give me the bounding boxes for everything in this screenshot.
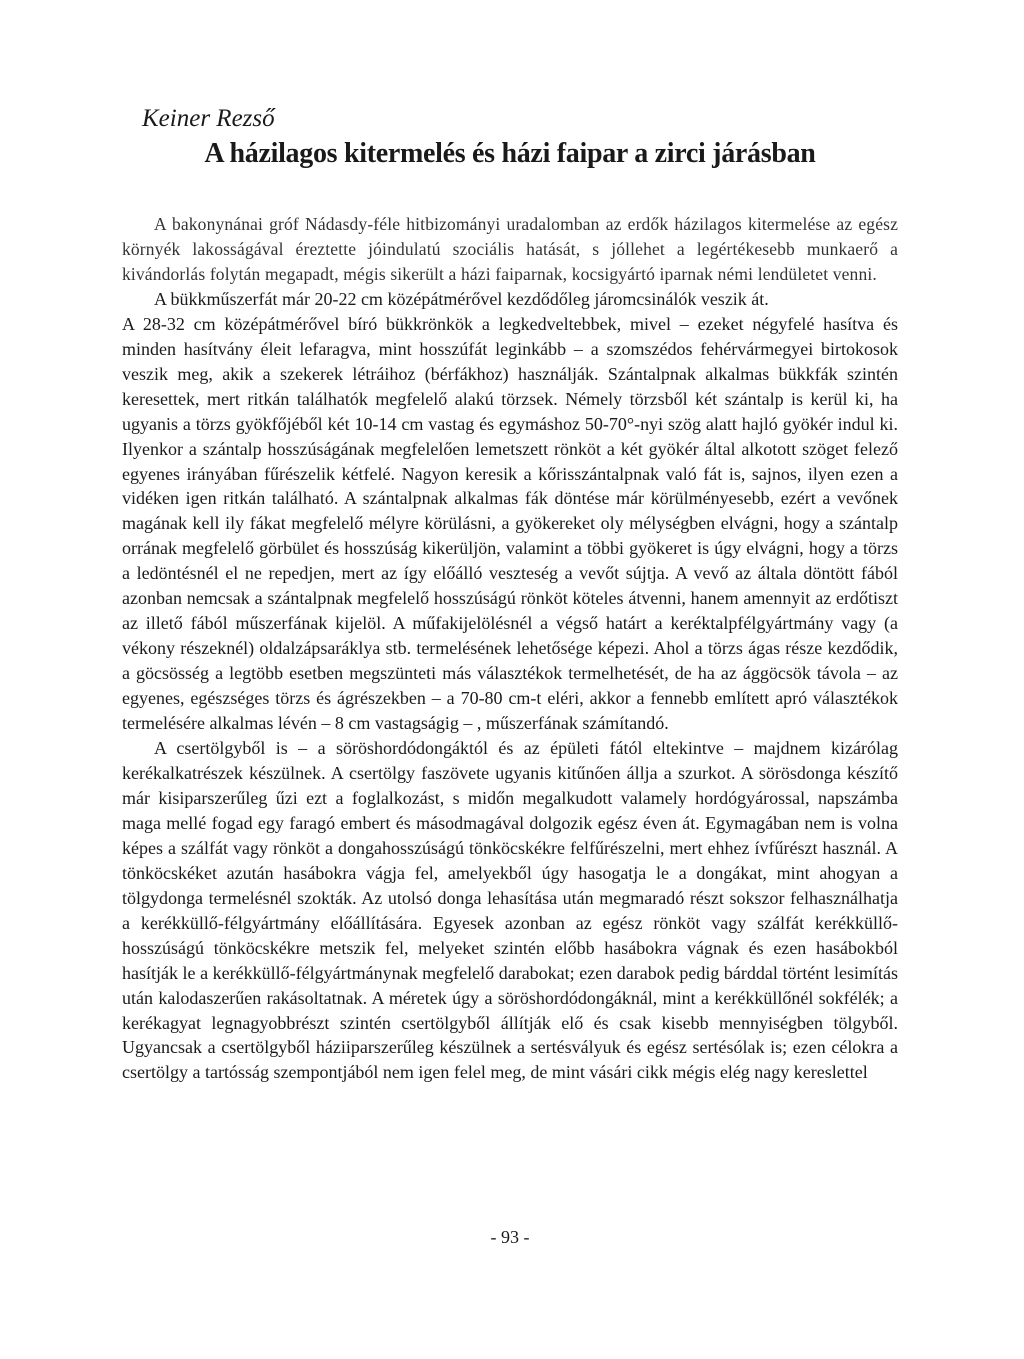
paragraph: A 28-32 cm középátmérővel bíró bükkrönkök a legkedveltebbek, mivel – ezeket négyfelé hasítva és minden hasítvány éleit lefaragva, mint hosszúfát leginkább – a szomszédos fehérvármegyei birtokosok veszik meg, akik a szekerek létráihoz (bérfákhoz) használják. Szántalpnak alkalmas bükkfák szintén keresettek, mert ritkán találhatók megfelelő alakú törzsek. Némely törzsből két szántalp is kerül ki, ha ugyanis a törzs gyökfőjéből két 10-14 cm vastag és egymáshoz 50-70°-nyi szög alatt hajló gyökér indul ki. Ilyenkor a szántalp hosszúságának megfelelően lemetszett rönköt a két gyökér által alkotott szöget felező egyenes irányában fűrészelik kétfelé. Nagyon keresik a kőrisszántalpnak való fát is, sajnos, ilyen ezen a vidéken igen ritkán található. A szántalpnak alkalmas fák döntése már körülményesebb, ezért a vevőnek magának kell ily fákat megfelelő mélyre körülásni, a gyökereket oly mélységben elvágni, hogy a szántalp orrának megfelelő görbület és hosszúság kikerüljön, valamint a többi gyökeret is úgy elvágni, hogy a törzs a ledöntésnél el ne repedjen, mert az így előálló veszteség a vevőt sújtja. A vevő az általa döntött fából azonban nemcsak a szántalpnak megfelelő hosszúságú rönköt köteles átvenni, hanem amennyit az erdőtiszt az illető fából műszerfának kijelöl. A műfakijelölésnél a végső határt a keréktalpfélgyártmány vagy (a vékony részeknél) oldalzápsaráklya stb. termelésének lehetősége képezi. Ahol a törzs ágas része kezdődik, a göcsösség a legtöbb esetben megszünteti más választékok termelhetését, de ha az ággöcsök távola – az egyenes, egészséges törzs és ágrészekben – a 70-80 cm-t eléri, akkor a fennebb említett apró választékok termelésére alkalmas lévén – 8 cm vastagságig – , műszerfának számítandó. bbox=[122, 313, 898, 734]
article-body bbox=[122, 212, 898, 1085]
paragraph-intro: A bakonynánai gróf Nádasdy-féle hitbizományi uradalomban az erdők házilagos kitermelése az egész környék lakosságával éreztette jóindulatú szociális hatását, s jóllehet a legértékesebb munkaerő a kivándorlás folytán megapadt, mégis sikerült a házi faiparnak, kocsigyártó iparnak némi lendületet venni. bbox=[122, 214, 898, 284]
paragraph: A csertölgyből is – a söröshordódongáktól és az épületi fától eltekintve – majdnem kizárólag kerékalkatrészek készülnek. A csertölgy faszövete ugyanis kitűnően állja a szurkot. A sörösdonga készítő már kisiparszerűleg űzi ezt a foglalkozást, s midőn megalkudott valamely hordógyárossal, napszámba maga mellé fogad egy faragó embert és másodmagával dolgozik egész éven át. Egymagában nem is volna képes a szálfát vagy rönköt a dongahosszúságú tönköcskékre felfűrészelni, mert ehhez ívfűrészt használ. A tönköcskéket azután hasábokra vágja fel, amelyekből úgy hasogatja le a dongákat, mint ahogyan a tölgydonga termelésnél szokták. Az utolsó donga lehasítása után megmaradó részt sokszor felhasználhatja a kerékküllő-félgyártmány előállítására. Egyesek azonban az egész rönköt vagy szálfát kerékküllő-hosszúságú tönköcskékre metszik fel, melyeket szintén előbb hasábokra vágnak és ezen hasábokból hasítják le a kerékküllő-félgyártmánynak megfelelő darabokat; ezen darabok pedig bárddal történt lesimítás után kalodaszerűen rakásoltatnak. A méretek úgy a söröshordódongáknál, mint a kerékküllőnél sokfélék; a kerékagyat legnagyobbrészt szintén csertölgyből állítják elő és csak kisebb mennyiségben tölgyből. Ugyancsak a csertölgyből háziiparszerűleg készülnek a sertésvályuk és egész sertésólak is; ezen célokra a csertölgy a tartósság szempontjából nem igen felel meg, de mint vásári cikk mégis elég nagy kereslettel bbox=[122, 738, 898, 1083]
author-name: Keiner Rezső bbox=[142, 105, 275, 132]
article-title: A házilagos kitermelés és házi faipar a zirci járásban bbox=[204, 138, 816, 169]
document-page bbox=[122, 0, 898, 1359]
paragraph: A bükkműszerfát már 20-22 cm középátmérővel kezdődőleg járomcsinálók veszik át. bbox=[154, 288, 769, 309]
page-number: - 93 - bbox=[490, 1227, 530, 1247]
